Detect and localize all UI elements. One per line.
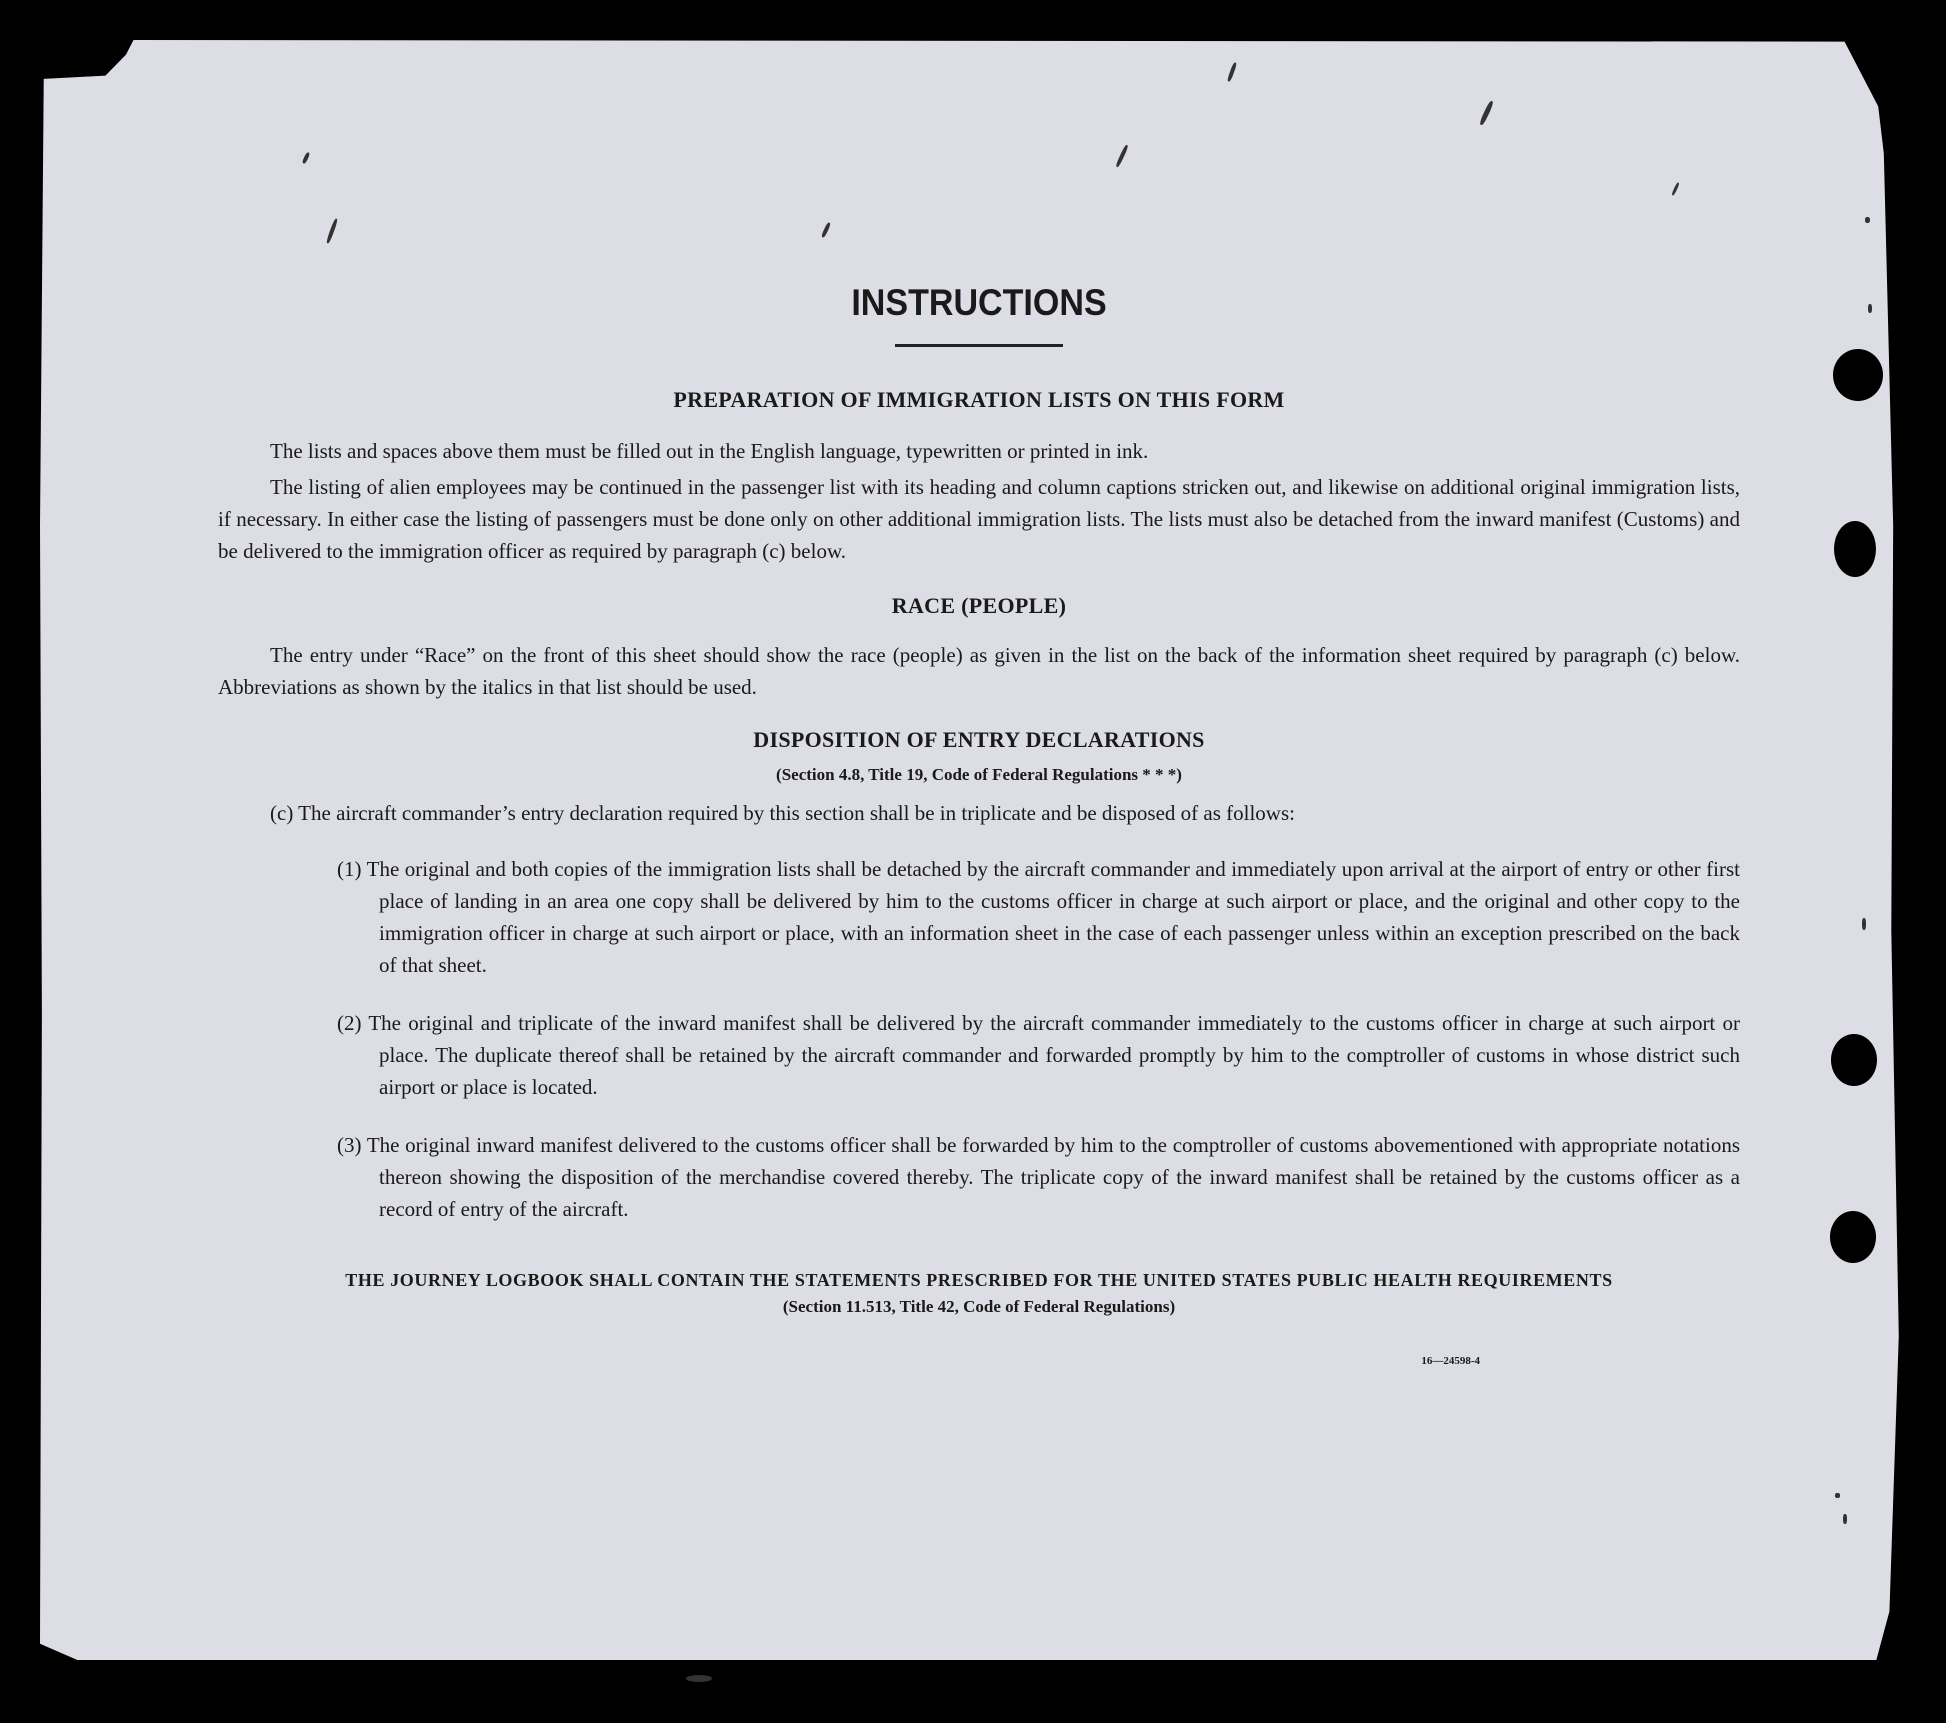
punch-hole xyxy=(1834,521,1876,577)
punch-hole xyxy=(1831,1034,1877,1086)
punch-hole xyxy=(1830,1211,1876,1263)
ink-speck xyxy=(1865,217,1870,223)
title-rule xyxy=(895,344,1063,347)
section-heading-preparation: PREPARATION OF IMMIGRATION LISTS ON THIS FORM xyxy=(673,387,1285,412)
logbook-citation: (Section 11.513, Title 42, Code of Federal Regulations) xyxy=(782,1297,1176,1316)
ink-speck xyxy=(1843,1514,1847,1524)
form-code: 16—24598-4 xyxy=(1421,1355,1480,1367)
ink-speck xyxy=(686,1675,712,1682)
disposition-intro: (c) The aircraft commander’s entry declaration required by this section shall be in triplicate and be disposed of as follows: xyxy=(270,801,1295,825)
section-heading-disposition: DISPOSITION OF ENTRY DECLARATIONS xyxy=(753,727,1205,752)
logbook-note: THE JOURNEY LOGBOOK SHALL CONTAIN THE STATEMENTS PRESCRIBED FOR THE UNITED STATES PUBLIC HEALTH REQUIREMENTS xyxy=(345,1270,1613,1290)
page-title: INSTRUCTIONS xyxy=(851,282,1107,323)
ink-speck xyxy=(1862,918,1866,930)
disposition-item-2: (2) The original and triplicate of the inward manifest shall be delivered by the aircraft commander immediately to the customs officer in charge at such airport or place. The duplicate thereof shall be retained by the aircraft commander and forwarded promptly by him to the comptroller of customs in whose district such airport or place is located. xyxy=(337,1011,1740,1099)
punch-hole xyxy=(1833,349,1883,401)
disposition-item-1: (1) The original and both copies of the immigration lists shall be detached by the aircraft commander and immediately upon arrival at the airport of entry or other first place of landing in an area one copy shall be delivered by him to the customs officer in charge at such airport or place, and the original and other copy to the immigration officer in charge at such airport or place, with an information sheet in the case of each passenger unless within an exception prescribed on the back of that sheet. xyxy=(337,857,1740,977)
preparation-paragraph-1: The lists and spaces above them must be filled out in the English language, typewritten or printed in ink. xyxy=(270,439,1149,463)
section-heading-race: RACE (PEOPLE) xyxy=(891,593,1067,618)
disposition-item-3: (3) The original inward manifest delivered to the customs officer shall be forwarded by him to the comptroller of customs abovementioned with appropriate notations thereon showing the disposition of the merchandise covered thereby. The triplicate copy of the inward manifest shall be retained by the customs officer as a record of entry of the aircraft. xyxy=(337,1133,1740,1221)
ink-speck xyxy=(1835,1493,1840,1498)
ink-speck xyxy=(1868,304,1872,313)
disposition-citation: (Section 4.8, Title 19, Code of Federal Regulations * * *) xyxy=(776,765,1182,784)
preparation-paragraph-2: The listing of alien employees may be continued in the passenger list with its heading and column captions stricken out, and likewise on additional original immigration lists, if necessary. In either case the listing of passengers must be done only on other additional immigration lists. The lists must also be detached from the inward manifest (Customs) and be delivered to the immigration officer as required by paragraph (c) below. xyxy=(218,475,1740,563)
race-paragraph: The entry under “Race” on the front of this sheet should show the race (people) as given in the list on the back of the information sheet required by paragraph (c) below. Abbreviations as shown by the italics in that list should be used. xyxy=(218,643,1740,699)
instructions-body xyxy=(218,270,1740,1367)
